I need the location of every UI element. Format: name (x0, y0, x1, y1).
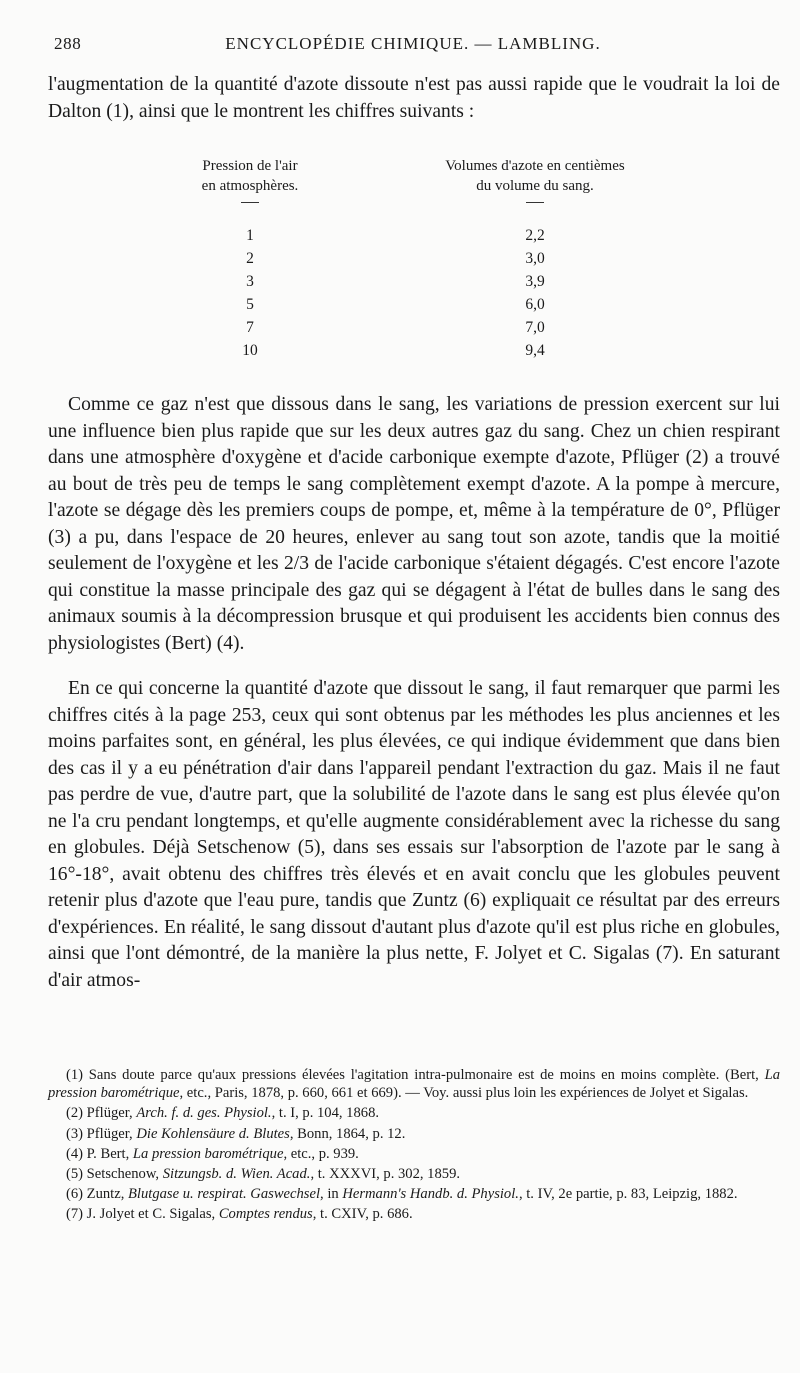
footnote-7: (7) J. Jolyet et C. Sigalas, Comptes rendus, t. CXIV, p. 686. (66, 1206, 413, 1223)
volume-value: 3,9 (525, 273, 545, 290)
footnotes (48, 1066, 780, 1224)
volume-value: 7,0 (525, 319, 545, 336)
page-number: 288 (54, 34, 82, 53)
table-row (150, 295, 670, 318)
footnote-6: (6) Zuntz, Blutgase u. respirat. Gaswechsel, in Hermann's Handb. d. Physiol., t. IV, 2e partie, p. 83, Leipzig, 1882. (66, 1186, 738, 1203)
body-paragraph: En ce qui concerne la quantité d'azote que dissout le sang, il faut remarquer que parmi les chiffres cités à la page 253, ceux qui sont obtenus par les méthodes les plus anciennes et les moins parfaites sont, en général, les plus élevées, ce qui indique évidemment que dans bien des cas il y a eu pénétration d'air dans l'appareil pendant l'extraction du gaz. Mais il ne faut pas perdre de vue, d'autre part, que la solubilité de l'azote dans le sang est plus élevée qu'on ne l'a cru pendant longtemps, et qu'elle augmente considérablement avec la richesse du sang en globules. Déjà Setschenow (5), dans ses essais sur l'absorption de l'azote par le sang à 16°-18°, avait obtenu des chiffres très élevés et en avait conclu que les globules peuvent retenir plus d'azote que l'eau pure, tandis que Zuntz (6) expliquait ce résultat par des erreurs d'expériences. En réalité, le sang dissout d'autant plus d'azote qu'il est plus riche en globules, ainsi que l'ont démontré, de la manière la plus nette, F. Jolyet et C. Sigalas (7). En saturant d'air atmos- (48, 678, 780, 991)
footnote-4: (4) P. Bert, La pression barométrique, etc., p. 939. (66, 1145, 359, 1162)
table-header-dash (526, 202, 544, 203)
body-paragraph: Comme ce gaz n'est que dissous dans le sang, les variations de pression exercent sur lui une influence bien plus rapide que sur les deux autres gaz du sang. Chez un chien respirant dans une atmosphère d'oxygène et d'acide carbonique exempte d'azote, Pflüger (2) a trouvé au bout de très peu de temps le sang complètement exempt d'azote. A la pompe à mercure, l'azote se dégage dès les premiers coups de pompe, et, même à la température de 0°, Pflüger (3) a pu, dans l'espace de 20 heures, enlever au sang tout son azote, tandis que la moitié seulement de l'oxygène et les 2/3 de l'acide carbonique s'étaient dégagés. C'est encore l'azote qui constitue la masse principale des gaz qui se dégagent à l'état de bulles dans le sang des animaux soumis à la décompression brusque et qui produisent les accidents bien connus des physiologistes (Bert) (4). (48, 394, 780, 654)
pressure-value: 3 (246, 273, 254, 290)
pressure-value: 10 (242, 342, 258, 359)
table-row (150, 318, 670, 341)
table-row (150, 341, 670, 364)
table-header-dash (241, 202, 259, 203)
footnote-2: (2) Pflüger, Arch. f. d. ges. Physiol., t. I, p. 104, 1868. (66, 1105, 380, 1122)
footnote-3: (3) Pflüger, Die Kohlensäure d. Blutes, Bonn, 1864, p. 12. (66, 1125, 406, 1142)
pressure-value: 1 (246, 227, 254, 244)
table-row (150, 226, 670, 249)
footnote-5: (5) Setschenow, Sitzungsb. d. Wien. Acad., t. XXXVI, p. 302, 1859. (66, 1166, 461, 1183)
volume-value: 2,2 (525, 227, 545, 244)
table-header-pressure: Pression de l'air en atmosphères. (201, 158, 299, 194)
pressure-value: 5 (246, 296, 254, 313)
intro-paragraph: l'augmentation de la quantité d'azote dissoute n'est pas aussi rapide que le voudrait la loi de Dalton (1), ainsi que le montrent les chiffres suivants : (48, 74, 780, 122)
table-row (150, 272, 670, 295)
page-header (48, 34, 778, 60)
footnote-1: (1) Sans doute parce qu'aux pressions élevées l'agitation intra-pulmonaire est de moins en moins complète. (Bert, La pression barométrique, etc., Paris, 1878, p. 660, 661 et 669). — Voy. aussi plus loin les expériences de Jolyet et Sigalas. (48, 1067, 780, 1102)
running-title: ENCYCLOPÉDIE CHIMIQUE. — LAMBLING. (225, 34, 601, 53)
pressure-value: 7 (246, 319, 254, 336)
table-header-volume: Volumes d'azote en centièmes du volume du sang. (445, 158, 625, 194)
pressure-value: 2 (246, 250, 254, 267)
table-row (150, 249, 670, 272)
volume-value: 6,0 (525, 296, 545, 313)
volume-value: 9,4 (525, 342, 545, 359)
volume-value: 3,0 (525, 250, 545, 267)
